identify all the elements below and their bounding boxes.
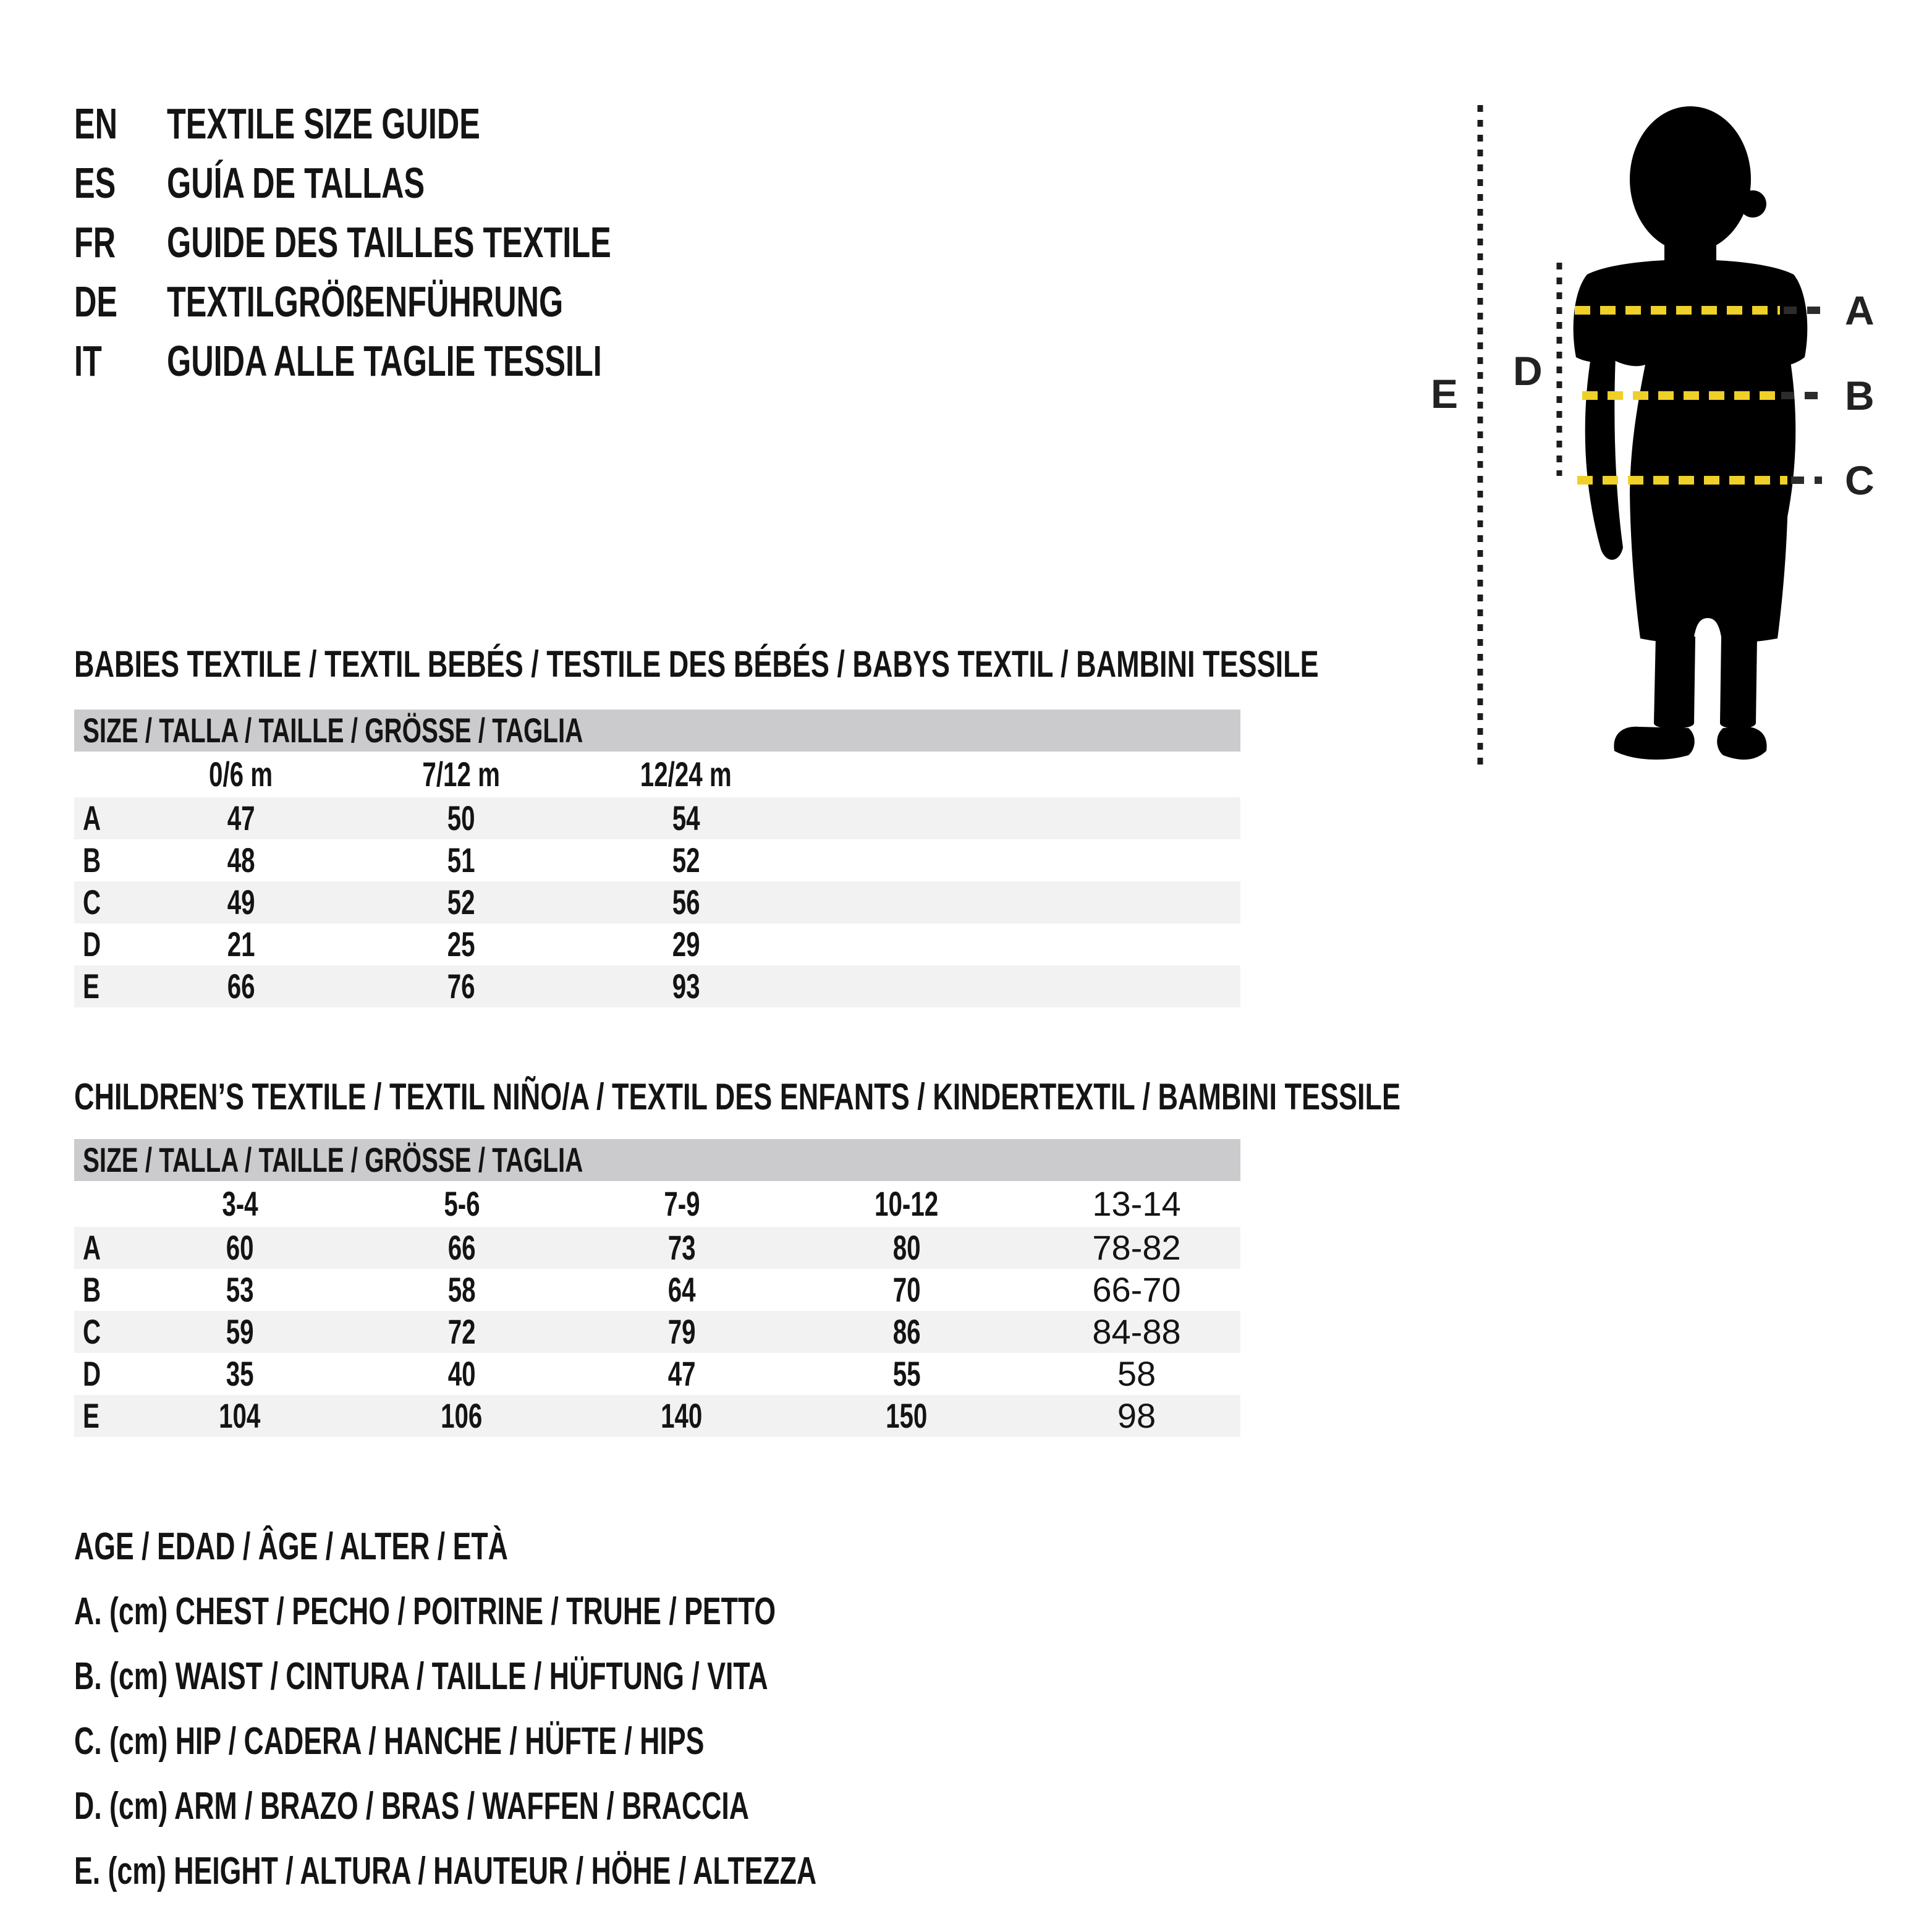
cell-value: 55 — [892, 1354, 921, 1393]
table-row — [74, 1311, 1240, 1353]
table-row — [74, 1269, 1240, 1311]
guide-title-en: TEXTILE SIZE GUIDE — [167, 100, 480, 148]
cell-value: 50 — [447, 799, 475, 837]
cell-value: 106 — [441, 1396, 483, 1435]
cell-value: 49 — [227, 883, 255, 922]
row-label: D — [83, 925, 101, 964]
cell-value: 58 — [447, 1270, 476, 1309]
column-header: 12/24 m — [640, 755, 732, 794]
language-code: IT — [74, 337, 102, 385]
guide-title-it: GUIDA ALLE TAGLIE TESSILI — [167, 337, 602, 385]
language-row-en — [74, 94, 784, 153]
legend-waist-line: B. (cm) WAIST / CINTURA / TAILLE / HÜFTUNG / VITA — [74, 1655, 768, 1698]
legend-arm-line: D. (cm) ARM / BRAZO / BRAS / WAFFEN / BRACCIA — [74, 1785, 750, 1828]
row-label: B — [83, 1270, 101, 1309]
cell-value: 48 — [227, 841, 255, 879]
column-header: 5-6 — [443, 1184, 480, 1223]
cell-value: 86 — [892, 1312, 921, 1351]
guide-title-de: TEXTILGRÖßENFÜHRUNG — [167, 278, 564, 326]
cell-value: 70 — [892, 1270, 921, 1309]
cell-value: 64 — [667, 1270, 696, 1309]
language-row-it — [74, 331, 784, 391]
column-header: 3-4 — [221, 1184, 258, 1223]
guide-title-es: GUÍA DE TALLAS — [167, 159, 425, 207]
cell-value: 47 — [227, 799, 255, 837]
row-label: D — [83, 1354, 101, 1393]
cell-value: 54 — [672, 799, 700, 837]
cell-value: 58 — [1117, 1354, 1156, 1393]
cell-value: 79 — [667, 1312, 696, 1351]
cell-value: 25 — [447, 925, 475, 964]
language-code: EN — [74, 100, 118, 148]
measure-label-e: E — [1431, 371, 1459, 417]
row-label: A — [83, 799, 101, 837]
legend-chest-line: A. (cm) CHEST / PECHO / POITRINE / TRUHE / PETTO — [74, 1590, 776, 1633]
language-code: DE — [74, 278, 118, 326]
cell-value: 78-82 — [1092, 1228, 1181, 1267]
cell-value: 56 — [672, 883, 700, 922]
language-row-es — [74, 153, 784, 213]
babies-column-header-row — [74, 752, 1240, 797]
table-row — [74, 1227, 1240, 1269]
babies-size-table — [74, 710, 1240, 1007]
cell-value: 72 — [447, 1312, 476, 1351]
cell-value: 59 — [226, 1312, 254, 1351]
cell-value: 35 — [226, 1354, 254, 1393]
table-row — [74, 839, 1240, 881]
children-section-title: CHILDREN’S TEXTILE / TEXTIL NIÑO/A / TEXTIL DES ENFANTS / KINDERTEXTIL / BAMBINI TESSILE — [74, 1076, 1401, 1117]
cell-value: 98 — [1117, 1396, 1156, 1435]
cell-value: 21 — [227, 925, 255, 964]
size-header-label: SIZE / TALLA / TAILLE / GRÖSSE / TAGLIA — [83, 711, 583, 750]
measure-label-c: C — [1845, 457, 1875, 503]
row-label: C — [83, 883, 101, 922]
row-label: B — [83, 841, 101, 879]
table-row — [74, 1353, 1240, 1395]
children-table-header-bar — [74, 1139, 1240, 1181]
cell-value: 53 — [226, 1270, 254, 1309]
legend-hip-line: C. (cm) HIP / CADERA / HANCHE / HÜFTE / HIPS — [74, 1720, 705, 1763]
cell-value: 80 — [892, 1228, 921, 1267]
cell-value: 73 — [667, 1228, 696, 1267]
cell-value: 60 — [226, 1228, 254, 1267]
measure-label-a: A — [1845, 287, 1875, 333]
language-code: FR — [74, 218, 116, 266]
column-header: 7/12 m — [422, 755, 500, 794]
children-column-header-row — [74, 1181, 1240, 1227]
size-header-label: SIZE / TALLA / TAILLE / GRÖSSE / TAGLIA — [83, 1140, 583, 1179]
row-label: C — [83, 1312, 101, 1351]
cell-value: 104 — [219, 1396, 261, 1435]
cell-value: 52 — [672, 841, 700, 879]
cell-value: 84-88 — [1092, 1312, 1181, 1351]
table-row — [74, 881, 1240, 923]
cell-value: 66 — [447, 1228, 476, 1267]
cell-value: 66 — [227, 967, 255, 1006]
column-header: 13-14 — [1092, 1184, 1181, 1223]
cell-value: 76 — [447, 967, 475, 1006]
table-row — [74, 923, 1240, 965]
legend-age-line: AGE / EDAD / ÂGE / ALTER / ETÀ — [74, 1525, 508, 1568]
legend-height-line: E. (cm) HEIGHT / ALTURA / HAUTEUR / HÖHE / ALTEZZA — [74, 1850, 817, 1892]
cell-value: 93 — [672, 967, 700, 1006]
language-title-block — [74, 94, 784, 391]
cell-value: 52 — [447, 883, 475, 922]
measurement-legend — [74, 1514, 1105, 1904]
column-header: 7-9 — [663, 1184, 700, 1223]
row-label: E — [83, 967, 100, 1006]
measure-label-d: D — [1513, 348, 1543, 394]
cell-value: 150 — [886, 1396, 928, 1435]
table-row — [74, 797, 1240, 839]
cell-value: 40 — [447, 1354, 476, 1393]
cell-value: 47 — [667, 1354, 696, 1393]
measure-label-b: B — [1845, 373, 1875, 418]
language-row-de — [74, 272, 784, 331]
table-row — [74, 965, 1240, 1007]
cell-value: 51 — [447, 841, 475, 879]
column-header: 10-12 — [875, 1184, 939, 1223]
cell-value: 66-70 — [1092, 1270, 1181, 1309]
table-row — [74, 1395, 1240, 1437]
row-label: E — [83, 1396, 100, 1435]
babies-section-title: BABIES TEXTILE / TEXTIL BEBÉS / TESTILE DES BÉBÉS / BABYS TEXTIL / BAMBINI TESSILE — [74, 643, 1319, 685]
language-code: ES — [74, 159, 116, 207]
language-row-fr — [74, 213, 784, 272]
cell-value: 29 — [672, 925, 700, 964]
cell-value: 140 — [661, 1396, 703, 1435]
guide-title-fr: GUIDE DES TAILLES TEXTILE — [167, 218, 611, 266]
row-label: A — [83, 1228, 101, 1267]
babies-table-header-bar — [74, 710, 1240, 752]
children-size-table — [74, 1139, 1240, 1437]
column-header: 0/6 m — [209, 755, 273, 794]
